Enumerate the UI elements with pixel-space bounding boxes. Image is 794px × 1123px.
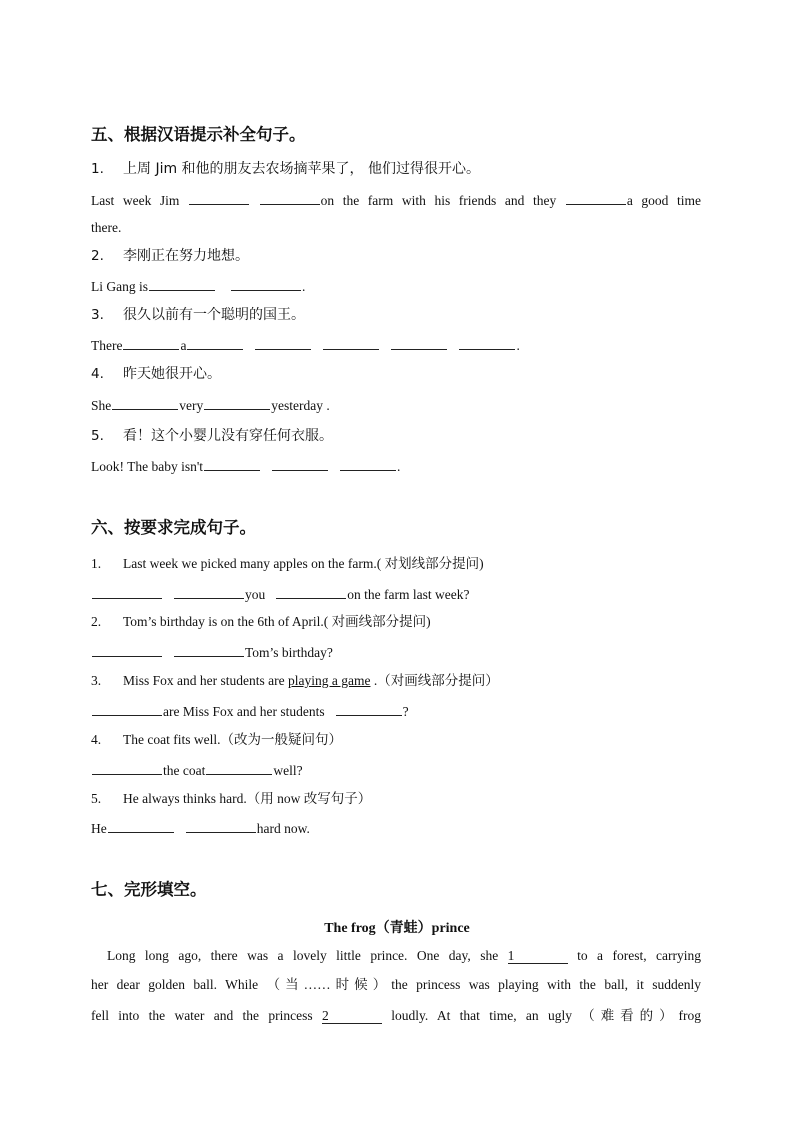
q-number: 3. xyxy=(91,307,104,323)
text-segment: Tom’s birthday? xyxy=(245,645,333,660)
s5-q4-english xyxy=(91,396,701,415)
section-7-heading: 七、完形填空。 xyxy=(91,880,207,899)
text-segment: Long long ago, there was a lovely little prince. One day, she xyxy=(107,948,499,963)
s5-q4-chinese xyxy=(91,365,701,383)
section-5-heading: 五、根据汉语提示补全句子。 xyxy=(91,125,306,144)
answer-blank[interactable] xyxy=(340,457,396,471)
answer-blank[interactable] xyxy=(323,336,379,350)
q-number: 1. xyxy=(91,556,102,571)
text-segment: fell into the water and the princess xyxy=(91,1008,313,1023)
text-segment: Look! The baby isn't xyxy=(91,459,204,474)
s6-q1-answer xyxy=(91,585,701,604)
text-segment: . xyxy=(397,459,401,474)
text-segment: the coat xyxy=(163,763,206,778)
answer-blank[interactable] xyxy=(189,191,249,205)
s5-q1-english-cont: there. xyxy=(91,220,122,235)
text-segment: ? xyxy=(402,704,409,719)
answer-blank[interactable] xyxy=(92,761,162,775)
text-segment: you xyxy=(245,587,266,602)
answer-blank[interactable] xyxy=(112,396,178,410)
answer-blank[interactable] xyxy=(336,702,402,716)
s6-q4-text: The coat fits well.（改为一般疑问句） xyxy=(123,732,342,747)
text-segment: She xyxy=(91,398,112,413)
text-segment: prince xyxy=(431,921,470,936)
text-segment: to a forest, carrying xyxy=(577,948,701,963)
text-segment: Miss Fox and her students are xyxy=(123,673,288,688)
text-segment: （青蛙） xyxy=(375,920,432,936)
answer-blank[interactable] xyxy=(276,585,346,599)
answer-blank[interactable] xyxy=(92,643,162,657)
answer-blank[interactable] xyxy=(204,457,260,471)
q-number: 2. xyxy=(91,614,102,629)
s5-q5-prompt: 看！这个小婴儿没有穿任何衣服。 xyxy=(123,428,333,444)
s5-q5-chinese xyxy=(91,427,701,445)
s6-q2-text: Tom’s birthday is on the 6th of April.( 对画线部分提问) xyxy=(123,614,431,629)
passage-line-3 xyxy=(91,1007,701,1025)
answer-blank[interactable] xyxy=(391,336,447,350)
answer-blank[interactable] xyxy=(231,277,301,291)
text-segment: on the farm last week? xyxy=(347,587,470,602)
answer-blank[interactable] xyxy=(272,457,328,471)
q-number: 5. xyxy=(91,791,102,806)
text-segment: a good time xyxy=(626,193,701,208)
answer-blank[interactable] xyxy=(174,585,244,599)
answer-blank[interactable] xyxy=(123,336,179,350)
text-segment: are Miss Fox and her students xyxy=(163,704,325,719)
text-segment: yesterday . xyxy=(271,398,330,413)
s5-q2-prompt: 李刚正在努力地想。 xyxy=(123,248,249,264)
text-segment: There xyxy=(91,338,123,353)
s5-q2-chinese xyxy=(91,247,701,265)
s6-q3-answer xyxy=(91,702,701,721)
answer-blank[interactable] xyxy=(459,336,515,350)
s5-q3-prompt: 很久以前有一个聪明的国王。 xyxy=(123,307,305,323)
answer-blank[interactable] xyxy=(566,191,626,205)
passage-title xyxy=(0,917,794,937)
answer-blank[interactable] xyxy=(260,191,320,205)
answer-blank[interactable] xyxy=(206,761,272,775)
s5-q4-prompt: 昨天她很开心。 xyxy=(123,366,221,382)
s6-q3 xyxy=(91,672,701,690)
passage-line-1 xyxy=(107,947,701,965)
q-number: 2. xyxy=(91,248,104,264)
answer-blank[interactable] xyxy=(186,819,256,833)
text-segment: a xyxy=(180,338,187,353)
text-segment: . xyxy=(302,279,306,294)
answer-blank[interactable] xyxy=(108,819,174,833)
answer-blank[interactable] xyxy=(174,643,244,657)
cloze-blank-2[interactable]: 2 xyxy=(322,1009,382,1024)
text-segment: well? xyxy=(273,763,303,778)
answer-blank[interactable] xyxy=(204,396,270,410)
s6-q2 xyxy=(91,613,701,631)
s6-q5-answer xyxy=(91,819,701,838)
s6-q4-answer xyxy=(91,761,701,780)
q-number: 4. xyxy=(91,732,102,747)
s6-q5 xyxy=(91,790,701,808)
text-segment: .（对画线部分提问） xyxy=(370,673,499,688)
s5-q1-english xyxy=(91,191,701,210)
s6-q5-text: He always thinks hard.（用 now 改写句子） xyxy=(123,791,372,806)
answer-blank[interactable] xyxy=(92,585,162,599)
passage-line-2: her dear golden ball. While （当……时候）the princess was playing with the ball, it suddenly xyxy=(91,977,701,992)
cloze-blank-1[interactable]: 1 xyxy=(508,949,568,964)
s6-q2-answer xyxy=(91,643,701,662)
text-segment: on the farm with his friends and they xyxy=(320,193,557,208)
q-number: 5. xyxy=(91,428,104,444)
underlined-phrase: playing a game xyxy=(287,673,371,688)
s5-q1-prompt: 上周 Jim 和他的朋友去农场摘苹果了， 他们过得很开心。 xyxy=(123,161,481,177)
answer-blank[interactable] xyxy=(187,336,243,350)
s5-q1-chinese xyxy=(91,160,701,178)
text-segment: very xyxy=(179,398,204,413)
text-segment: hard now. xyxy=(256,821,310,836)
text-segment: He xyxy=(91,821,107,836)
q-number: 3. xyxy=(91,673,102,688)
s5-q3-chinese xyxy=(91,306,701,324)
s6-q1 xyxy=(91,555,701,573)
answer-blank[interactable] xyxy=(255,336,311,350)
answer-blank[interactable] xyxy=(149,277,215,291)
s5-q5-english xyxy=(91,457,701,476)
answer-blank[interactable] xyxy=(92,702,162,716)
s5-q2-english xyxy=(91,277,701,296)
text-segment: . xyxy=(516,338,520,353)
text-segment: Li Gang is xyxy=(91,279,148,294)
s6-q1-text: Last week we picked many apples on the farm.( 对划线部分提问) xyxy=(123,556,484,571)
text-segment: Last week Jim xyxy=(91,193,180,208)
text-segment: loudly. At that time, an ugly （难看的）frog xyxy=(391,1008,702,1023)
s6-q4 xyxy=(91,731,701,749)
text-segment: The frog xyxy=(324,921,376,936)
s5-q3-english xyxy=(91,336,701,355)
q-number: 1. xyxy=(91,161,104,177)
section-6-heading: 六、按要求完成句子。 xyxy=(91,518,256,537)
q-number: 4. xyxy=(91,366,104,382)
